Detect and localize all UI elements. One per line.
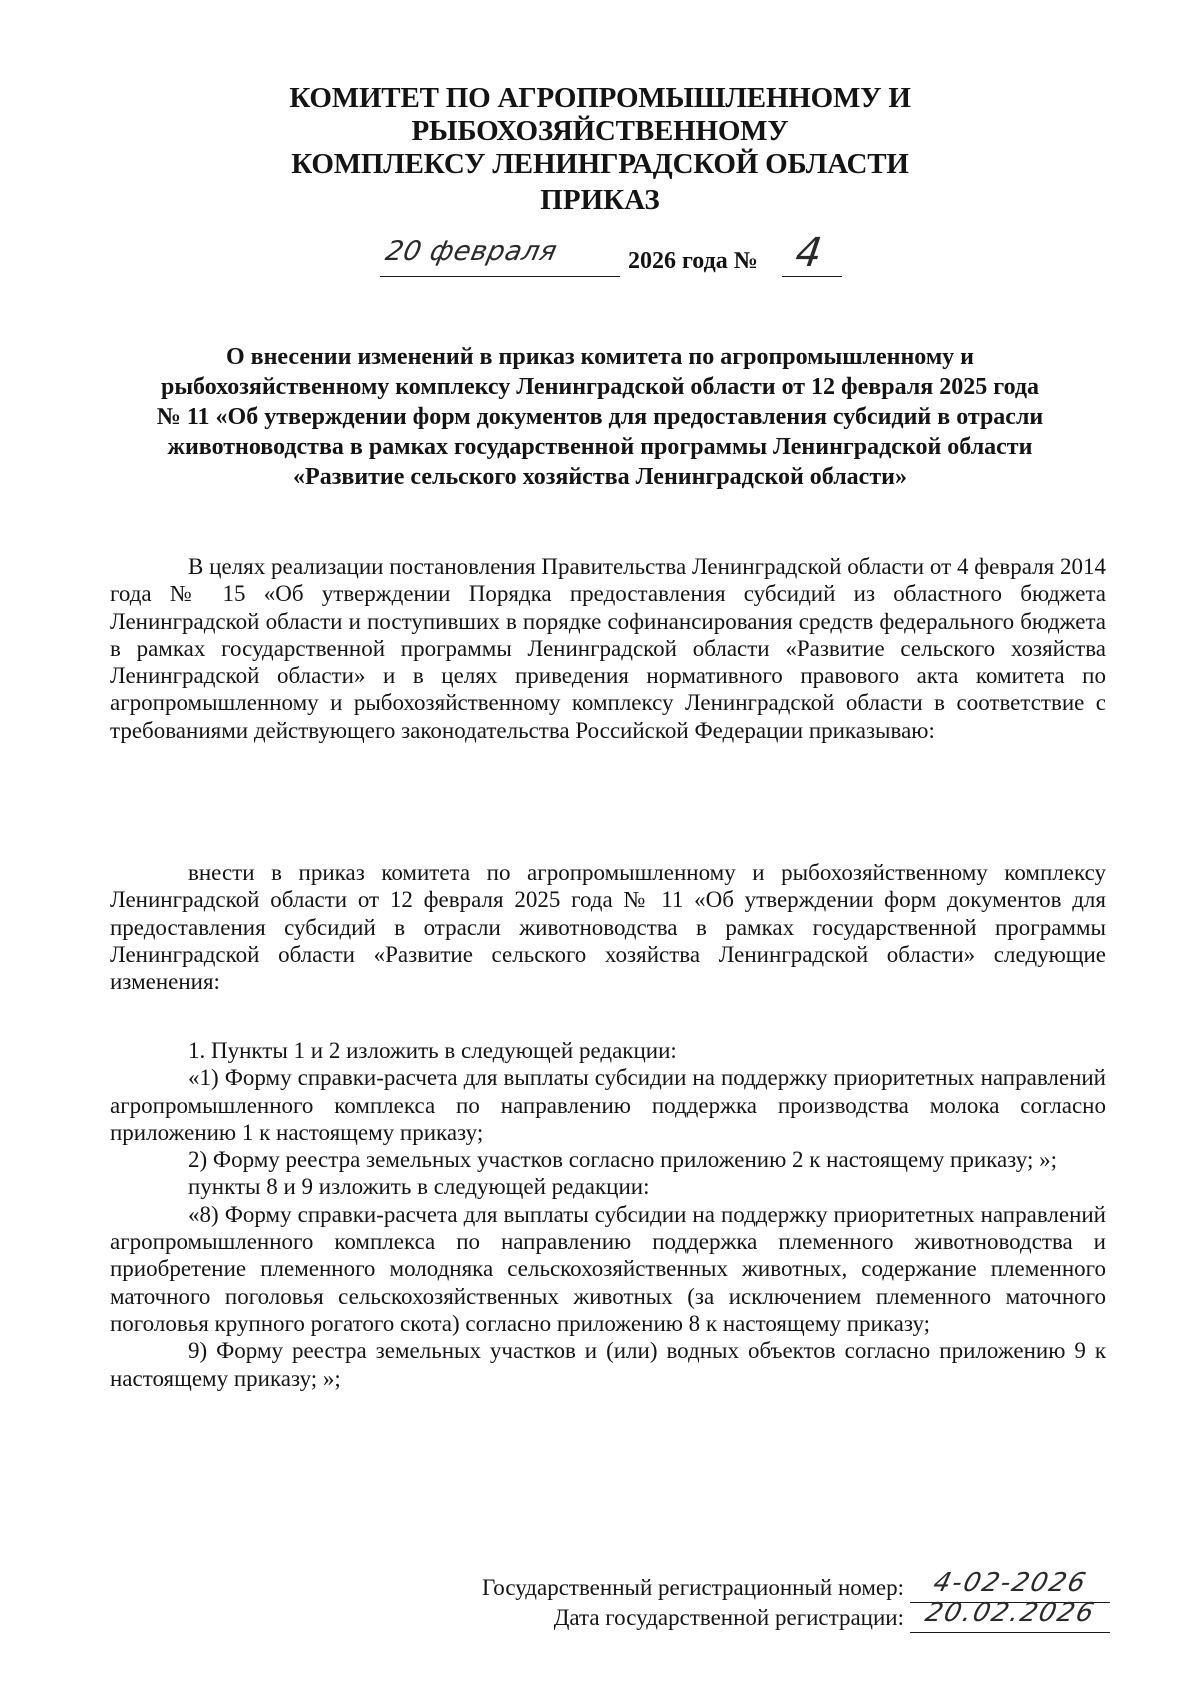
subject-line-5: «Развитие сельского хозяйства Ленинградской области» xyxy=(293,464,907,490)
amendment-item: пункты 8 и 9 изложить в следующей редакции: xyxy=(188,1174,650,1200)
organization-title xyxy=(100,82,1100,181)
amendment-item: «8) Форму справки-расчета для выплаты субсидии на поддержку приоритетных направлений агропромышленного комплекса по направлению поддержка племенного животноводства и приобретение племенного молодняка сельскохозяйственных животных, содержание племенного маточного поголовья сельскохозяйственных животных (за исключением племенного маточного поголовья крупного рогатого скота) согласно приложению 8 к настоящему приказу; xyxy=(110,1201,1106,1336)
document-type: ПРИКАЗ xyxy=(540,184,660,216)
registration-date-value: 20.02.2026 xyxy=(921,1598,1099,1628)
amendment-item: 1. Пункты 1 и 2 изложить в следующей редакции: xyxy=(188,1038,677,1063)
order-date-line xyxy=(380,230,840,280)
subject-line-2: рыбохозяйственному комплексу Ленинградской области от 12 февраля 2025 года xyxy=(160,374,1040,400)
amendments-list xyxy=(110,1037,1106,1392)
order-year-label: 2026 года № xyxy=(628,248,758,274)
subject-line-4: животноводства в рамках государственной программы Ленинградской области xyxy=(167,434,1033,460)
order-subject xyxy=(100,342,1100,492)
amendment-item: «1) Форму справки-расчета для выплаты субсидии на поддержку приоритетных направлений агропромышленного комплекса по направлению поддержка производства молока согласно приложению 1 к настоящему приказу; xyxy=(110,1065,1106,1145)
registration-date-row xyxy=(390,1598,1110,1632)
organization-title-line-2: КОМПЛЕКСУ ЛЕНИНГРАДСКОЙ ОБЛАСТИ xyxy=(291,148,909,180)
preamble-paragraph: В целях реализации постановления Правительства Ленинградской области от 4 февраля 2014 года № 15 «Об утверждении Порядка предоставления субсидий из областного бюджета Ленинградской области и поступивших в порядке софинансирования средств федерального бюджета в рамках государственной программы Ленинградской области «Развитие сельского хозяйства Ленинградской области» и в целях приведения нормативного правового акта комитета по агропромышленному и рыбохозяйственному комплексу Ленинградской области в соответствие с требованиями действующего законодательства Российской Федерации приказываю: xyxy=(110,554,1106,743)
handwritten-order-number: 4 xyxy=(792,230,826,276)
organization-title-line-1: КОМИТЕТ ПО АГРОПРОМЫШЛЕННОМУ И РЫБОХОЗЯЙСТВЕННОМУ xyxy=(289,82,911,147)
registration-number-value: 4-02-2026 xyxy=(929,1568,1091,1598)
registration-block xyxy=(390,1568,1110,1632)
amendment-item: 2) Форму реестра земельных участков согласно приложению 2 к настоящему приказу; »; xyxy=(188,1147,1058,1173)
order-intro-paragraph: внести в приказ комитета по агропромышленному и рыбохозяйственному комплексу Ленинградской области от 12 февраля 2025 года № 11 «Об утверждении форм документов для предоставления субсидий в отрасли животноводства в рамках государственной программы Ленинградской области «Развитие сельского хозяйства Ленинградской области» следующие изменения: xyxy=(110,860,1106,995)
amendment-item: 9) Форму реестра земельных участков и (или) водных объектов согласно приложению 9 к настоящему приказу; »; xyxy=(110,1338,1106,1391)
registration-number-label: Государственный регистрационный номер: xyxy=(481,1575,904,1600)
subject-line-3: № 11 «Об утверждении форм документов для предоставления субсидий в отрасли xyxy=(156,404,1044,430)
handwritten-date: 20 февраля xyxy=(382,236,561,267)
registration-date-field xyxy=(910,1598,1110,1633)
registration-date-label: Дата государственной регистрации: xyxy=(553,1605,904,1630)
order-intro-block xyxy=(110,859,1106,995)
subject-line-1: О внесении изменений в приказ комитета по агропромышленному и xyxy=(225,344,975,370)
